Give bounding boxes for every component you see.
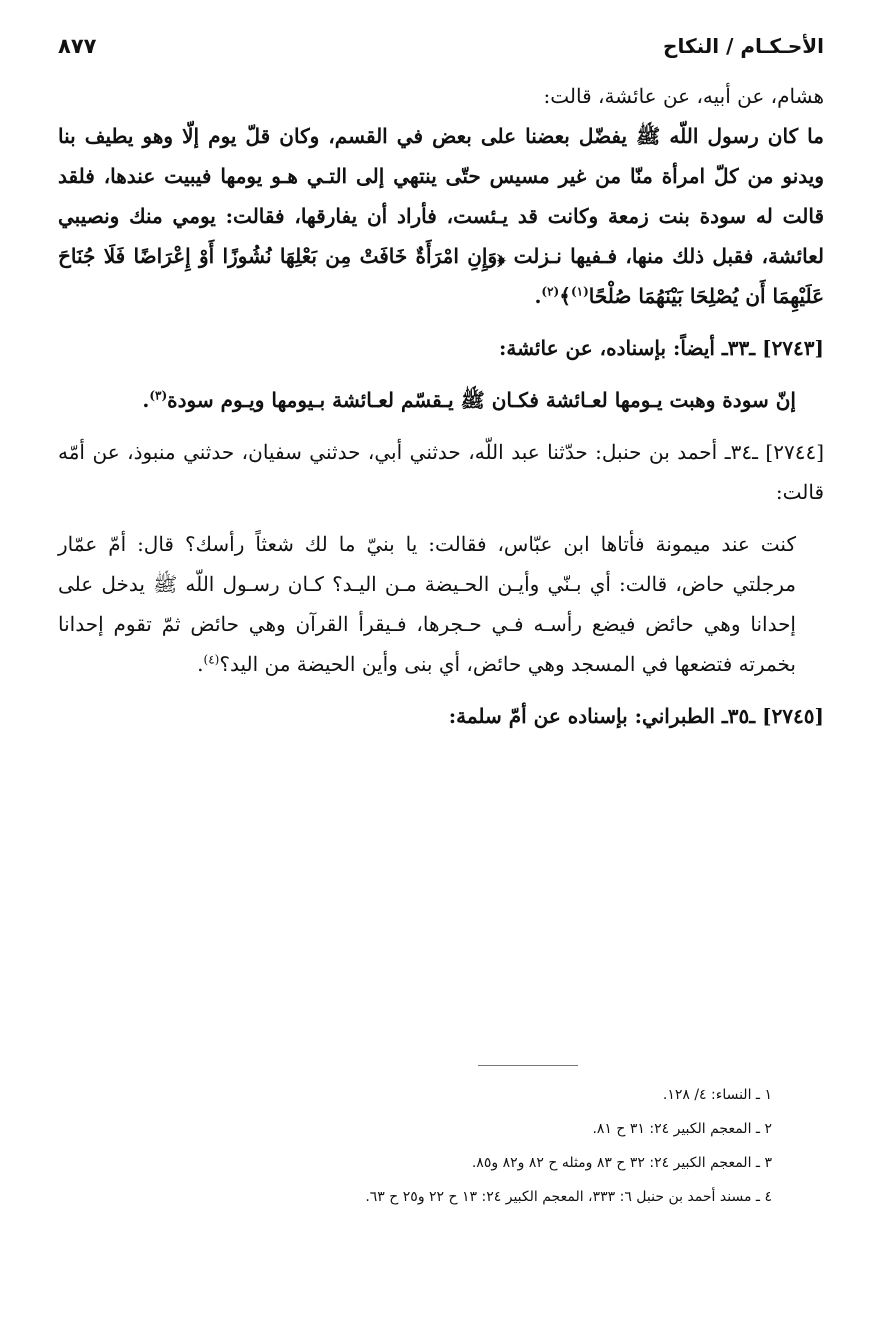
footnotes: [58, 1084, 772, 1220]
quran-bracket-close: ﴾: [559, 284, 571, 308]
footnote: ٣ ـ المعجم الكبير ٢٤: ٣٢ ح ٨٣ ومثله ح ٨٢ و٨٢ و٨٥.: [471, 1155, 772, 1171]
page-number: ٨٧٧: [58, 34, 97, 58]
footnote: ١ ـ النساء: ٤/ ١٢٨.: [662, 1087, 772, 1103]
hadith-heading: [٢٧٤٥] ـ٣٥ـ الطبراني: بإسناده عن أمّ سلمة:: [448, 704, 824, 728]
hadith-text: إنّ سودة وهبت يـومها لعـائشة فكـان ﷺ يـقسّم لعـائشة بـيومها ويـوم سودة$^{(٣)}$.: [142, 388, 796, 412]
hadith-chain-continuation: هشام، عن أبيه، عن عائشة، قالت:: [543, 84, 824, 108]
hadith-heading: [٢٧٤٣] ـ٣٣ـ أيضاً: بإسناده، عن عائشة:: [499, 336, 824, 360]
footnote-marker: (٣): [149, 388, 168, 403]
footnote-marker: (٤): [203, 652, 220, 667]
hadith-text: كنت عند ميمونة فأتاها ابن عبّاس، فقالت: يا بنيّ ما لك شعثاً رأسك؟ قال: أمّ عمّار مرجلتي حاض، قالت: أي بـنّي وأيـن الحـيضة مـن اليـد؟ كـان رسـول اللّه ﷺ يدخل على إحدانا وهي حائض فيضع رأسـه فـي حـجرها، فـيقرأ القرآن وهي حائض ثمّ تقوم إحدانا بخمرته فتضعها في المسجد وهي حائض، أي بنى وأين الحيضة من اليد؟$^{(٤)}$.: [58, 532, 796, 676]
hadith-text: ما كان رسول اللّه ﷺ يفضّل بعضنا على بعض في القسم، وكان قلّ يوم إلّا وهو يطيف بنا ويدنو من كلّ امرأة منّا من غير مسيس حتّى ينتهي إلى التـي هـو يومها فيبيت عندها، فلقد قالت له سودة بنت زمعة وكانت قد يـئست، فأراد أن يفارقها، فقالت: يومي منك ونصيبي لعائشة، فقبل ذلك منها، فـفيها نـزلت ﴿وَإِنِ امْرَأَةٌ خَافَتْ مِن بَعْلِهَا نُشُوزًا أَوْ إِعْرَاضًا فَلَا جُنَاحَ عَلَيْهِمَا أَن يُصْلِحَا بَيْنَهُمَا صُلْحًا$^{(١)}$﴾$^{(٢)}$.: [58, 124, 824, 308]
footnote-marker: (٢): [541, 284, 560, 299]
main-text: [58, 76, 824, 736]
footnote-marker: (١): [570, 284, 589, 299]
footnote-divider: [478, 1065, 578, 1066]
hadith-heading: [٢٧٤٤] ـ٣٤ـ أحمد بن حنبل: حدّثنا عبد اللّه، حدثني أبي، حدثني سفيان، حدثني منبوذ، عن أمّه قالت:: [58, 440, 824, 504]
footnote: ٤ ـ مسند أحمد بن حنبل ٦: ٣٣٣، المعجم الكبير ٢٤: ١٣ ح ٢٢ و٢٥ ح ٦٣.: [365, 1189, 772, 1205]
footnote: ٢ ـ المعجم الكبير ٢٤: ٣١ ح ٨١.: [592, 1121, 772, 1137]
running-title: الأحـكـام / النكاح: [663, 34, 824, 58]
page-header: [58, 30, 824, 64]
